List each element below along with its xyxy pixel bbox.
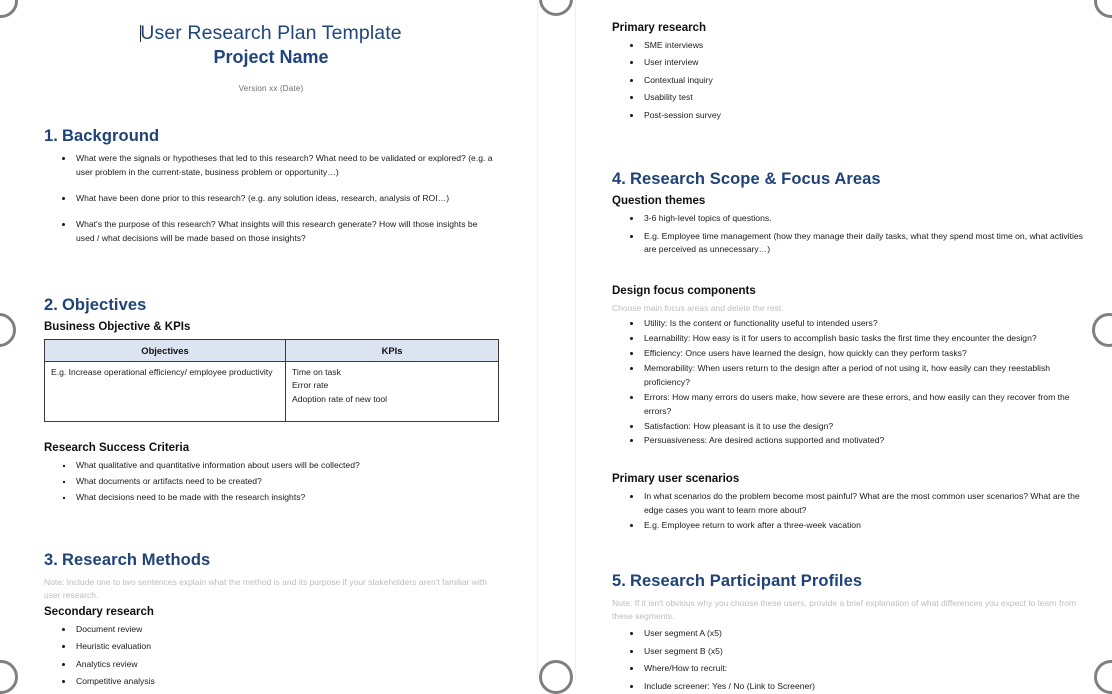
list-item: User segment A (x5) [642, 627, 1088, 641]
list-item: 3-6 high-level topics of questions. [642, 212, 1088, 226]
section-heading-research-scope [612, 170, 1088, 189]
spacer [44, 258, 498, 296]
design-focus-note: Choose main focus areas and delete the rest. [612, 302, 784, 313]
list-item: Heuristic evaluation [74, 640, 498, 654]
list-item: Competitive analysis [74, 675, 498, 689]
participant-profiles-note: Note: If it isn't obvious why you choose these users, provide a brief explanation of what differences you expect to learn from these segments. [612, 598, 1077, 622]
secondary-research-list [44, 623, 498, 689]
list-item: Persuasiveness: Are desired actions supported and motivated? [642, 434, 1088, 448]
list-item: What were the signals or hypotheses that led to this research? What need to be validated or explored? (e.g. a user problem in the current-state, business problem or opportunity…) [74, 152, 498, 180]
background-bullet-list [44, 152, 498, 246]
subheading-primary-research: Primary research [612, 22, 706, 34]
question-themes-list [612, 212, 1088, 257]
design-focus-list [612, 317, 1088, 448]
list-item: Utility: Is the content or functionality useful to intended users? [642, 317, 1088, 331]
section-number-5: 5. [612, 572, 626, 591]
section-title-2: Objectives [61, 295, 147, 314]
list-item: What documents or artifacts need to be created? [74, 475, 498, 489]
list-item: Efficiency: Once users have learned the design, how quickly can they perform tasks? [642, 347, 1088, 361]
page-title [44, 22, 498, 45]
section-number-2: 2. [44, 295, 58, 314]
column-header-objectives: Objectives [45, 339, 286, 361]
list-item: Analytics review [74, 658, 498, 672]
list-item: Usability test [642, 91, 1088, 105]
list-item: User interview [642, 56, 1088, 70]
list-item: E.g. Employee time management (how they manage their daily tasks, what they spend most time on, what activities are perceived as unnecessary…) [642, 230, 1088, 258]
list-item: Learnability: How easy is it for users to accomplish basic tasks the first time they encounter the design? [642, 332, 1088, 346]
list-item: What's the purpose of this research? What insights will this research generate? How will those insights be used / what decisions will be made based on those insights? [74, 218, 498, 246]
section-heading-background [44, 127, 498, 146]
table-header-row [45, 339, 499, 361]
cell-objectives [45, 361, 286, 421]
list-item: E.g. Employee return to work after a three-week vacation [642, 519, 1088, 533]
section-number-4: 4. [612, 170, 626, 189]
research-methods-note: Note: Include one to two sentences explain what the method is and its purpose if your stakeholders aren't familiar with user research. [44, 576, 487, 600]
section-heading-research-methods [44, 551, 498, 570]
section-heading-participant-profiles [612, 572, 1088, 591]
section-title-5: Research Participant Profiles [629, 572, 863, 591]
section-heading-objectives [44, 296, 498, 315]
list-item: What have been done prior to this research? (e.g. any solution ideas, research, analysis of ROI…) [74, 192, 498, 206]
list-item: SME interviews [642, 39, 1088, 53]
section-title-4: Research Scope & Focus Areas [629, 170, 881, 189]
participant-profiles-list [612, 627, 1088, 693]
document-column-left [0, 0, 556, 687]
list-item: What decisions need to be made with the research insights? [74, 491, 498, 505]
section-title-3: Research Methods [61, 550, 211, 569]
subheading-design-focus-components: Design focus components [612, 284, 756, 297]
list-item: User segment B (x5) [642, 645, 1088, 659]
column-header-kpis: KPIs [286, 339, 499, 361]
document-column-right [556, 0, 1112, 691]
list-item: Errors: How many errors do users make, how severe are these errors, and how easily can they recover from the errors? [642, 391, 1088, 419]
section-title-1: Background [61, 127, 160, 145]
spacer [44, 422, 498, 442]
list-item: Contextual inquiry [642, 74, 1088, 88]
subheading-business-objective-kpis: Business Objective & KPIs [44, 320, 191, 333]
spacer [612, 261, 1088, 285]
list-item: Post-session survey [642, 109, 1088, 123]
list-item: Document review [74, 623, 498, 637]
cell-line: E.g. Increase operational efficiency/ employee productivity [51, 366, 273, 377]
list-item: In what scenarios do the problem become most painful? What are the most common user scenarios? What are the edge cases you want to learn more about? [642, 490, 1088, 518]
spacer [612, 126, 1088, 170]
subheading-research-success-criteria: Research Success Criteria [44, 441, 190, 454]
section-number-3: 3. [44, 550, 58, 569]
subheading-secondary-research: Secondary research [44, 605, 154, 618]
spacer [612, 534, 1088, 572]
page-title-text: User Research Plan Template [140, 22, 402, 44]
cell-kpis [286, 361, 499, 421]
section-number-1: 1. [44, 127, 58, 145]
subheading-question-themes: Question themes [612, 195, 706, 208]
user-scenarios-list [612, 490, 1088, 533]
cell-line: Error rate [292, 380, 329, 391]
cell-line: Time on task [292, 366, 341, 377]
table-row [45, 361, 499, 421]
subheading-primary-user-scenarios: Primary user scenarios [612, 473, 740, 486]
list-item: What qualitative and quantitative information about users will be collected? [74, 459, 498, 473]
list-item: Where/How to recruit: [642, 662, 1088, 676]
spacer [612, 449, 1088, 473]
success-criteria-list [44, 459, 498, 505]
spacer [44, 507, 498, 551]
list-item: Satisfaction: How pleasant is it to use the design? [642, 420, 1088, 434]
objectives-kpis-table [44, 339, 499, 422]
list-item: Memorability: When users return to the design after a period of not using it, how easily can they reestablish proficiency? [642, 362, 1088, 390]
primary-research-list [612, 39, 1088, 123]
document-version: Version xx (Date) [238, 84, 304, 93]
list-item: Include screener: Yes / No (Link to Screener) [642, 680, 1088, 694]
page-subtitle: Project Name [213, 47, 329, 67]
cell-line: Adoption rate of new tool [292, 394, 388, 405]
